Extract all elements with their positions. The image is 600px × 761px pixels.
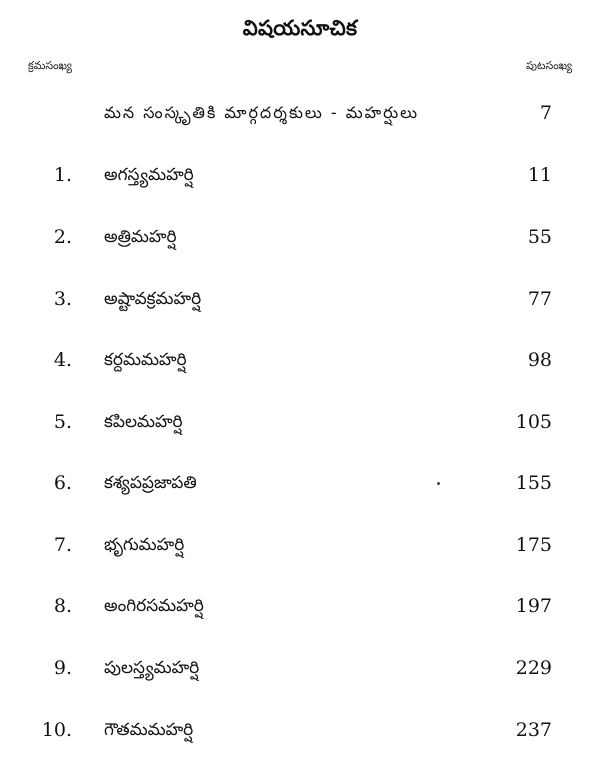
toc-page: 197 xyxy=(515,595,552,617)
toc-row xyxy=(0,528,600,562)
toc-row xyxy=(0,282,600,316)
toc-number: 7. xyxy=(53,534,72,556)
toc-number: 6. xyxy=(53,472,72,494)
toc-title: కశ్యపప్రజాపతి xyxy=(104,473,197,493)
toc-intro-title: మన సంస్కృతికి మార్గదర్శకులు - మహర్షులు xyxy=(104,103,420,122)
toc-number: 4. xyxy=(53,349,72,371)
toc-title: గౌతమమహర్షి xyxy=(104,720,194,740)
toc-page: 155 xyxy=(515,472,552,494)
toc-number: 2. xyxy=(53,226,72,248)
toc-row xyxy=(0,158,600,192)
toc-title: అగస్త్యమహర్షి xyxy=(104,165,194,185)
toc-title: అంగిరసమహర్షి xyxy=(104,596,204,616)
page-number-header: పుటసంఖ్య xyxy=(526,59,572,72)
toc-number: 10. xyxy=(41,719,72,741)
toc-page: 229 xyxy=(515,657,552,679)
toc-title: భృగుమహర్షి xyxy=(104,535,185,555)
toc-page: 98 xyxy=(527,349,552,371)
toc-title: కర్దమమహర్షి xyxy=(104,350,187,370)
toc-page: 237 xyxy=(515,719,552,741)
toc-title: కపిలమహర్షి xyxy=(104,412,183,432)
toc-page: 55 xyxy=(527,226,552,248)
toc-row xyxy=(0,220,600,254)
toc-number: 8. xyxy=(53,595,72,617)
toc-title: పులస్త్యమహర్షి xyxy=(104,658,200,678)
toc-page: 77 xyxy=(527,288,552,310)
toc-intro-page: 7 xyxy=(539,102,552,124)
toc-title: అష్టావక్రమహర్షి xyxy=(104,289,202,309)
toc-row xyxy=(0,713,600,747)
toc-row xyxy=(0,651,600,685)
toc-row xyxy=(0,343,600,377)
toc-page: 105 xyxy=(515,411,552,433)
toc-row xyxy=(0,405,600,439)
toc-row xyxy=(0,466,600,500)
toc-row xyxy=(0,589,600,623)
ink-speck xyxy=(437,482,440,485)
page-title: విషయసూచిక xyxy=(242,16,358,40)
toc-page: 11 xyxy=(527,164,552,186)
toc-number: 1. xyxy=(53,164,72,186)
toc-number: 5. xyxy=(53,411,72,433)
toc-number: 9. xyxy=(53,657,72,679)
toc-number: 3. xyxy=(53,288,72,310)
toc-intro-row xyxy=(0,96,600,130)
serial-number-header: క్రమసంఖ్య xyxy=(28,59,72,72)
toc-page: 175 xyxy=(515,534,552,556)
toc-title: అత్రిమహర్షి xyxy=(104,227,177,247)
